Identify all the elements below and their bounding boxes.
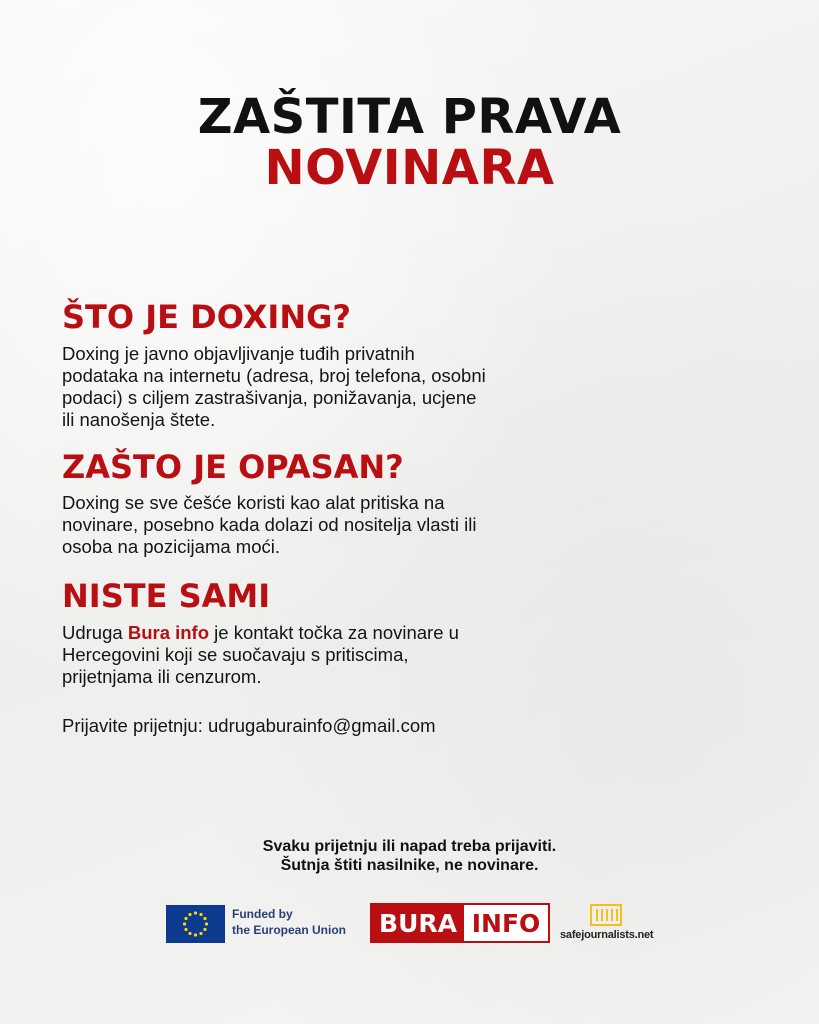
paragraph-why-dangerous — [62, 492, 476, 558]
footer-slogan-2: Šutnja štiti nasilnike, ne novinare. — [280, 857, 539, 874]
text-fragment: je kontakt točka za novinare u — [209, 622, 459, 643]
text-line — [62, 622, 459, 644]
eu-flag-icon — [166, 905, 225, 943]
bura-logo-left: BURA — [372, 905, 464, 941]
text-line: Doxing je javno objavljivanje tuđih privatnih — [62, 343, 415, 364]
report-email-line: Prijavite prijetnju: udrugaburainfo@gmail.com — [62, 715, 436, 736]
report-contact — [62, 715, 436, 737]
text-fragment: Udruga — [62, 622, 128, 643]
text-line: ili nanošenja štete. — [62, 409, 216, 430]
text-line: podataka na internetu (adresa, broj telefona, osobni — [62, 365, 486, 386]
text-line: osoba na pozicijama moći. — [62, 536, 280, 557]
bura-info-highlight: Bura info — [127, 622, 210, 643]
safejournalists-text: safejournalists.net — [560, 929, 654, 941]
title-line-2: NOVINARA — [264, 140, 555, 196]
text-line: Doxing se sve češće koristi kao alat pritiska na — [62, 492, 445, 513]
paragraph-not-alone — [62, 622, 459, 688]
eu-funding-text — [232, 906, 346, 938]
text-line: Hercegovini koji se suočavaju s pritiscima, — [62, 644, 409, 665]
text-line: novinare, posebno kada dolazi od nositelja vlasti ili — [62, 514, 477, 535]
bura-logo-right: INFO — [464, 905, 548, 941]
heading-what-is-doxing: ŠTO JE DOXING? — [62, 298, 351, 336]
paragraph-what-is-doxing — [62, 343, 486, 431]
heading-why-dangerous: ZAŠTO JE OPASAN? — [62, 448, 404, 486]
safejournalists-icon — [590, 904, 622, 926]
eu-funding-line-2: the European Union — [232, 923, 346, 937]
bura-info-logo — [370, 903, 550, 943]
title-line-1: ZAŠTITA PRAVA — [197, 89, 622, 145]
text-line: prijetnjama ili cenzurom. — [62, 666, 262, 687]
eu-funding-line-1: Funded by — [232, 907, 293, 921]
footer-slogan-1: Svaku prijetnju ili napad treba prijaviti. — [262, 838, 557, 855]
heading-not-alone: NISTE SAMI — [62, 577, 271, 615]
text-line: podaci) s ciljem zastrašivanja, ponižavanja, ucjene — [62, 387, 477, 408]
